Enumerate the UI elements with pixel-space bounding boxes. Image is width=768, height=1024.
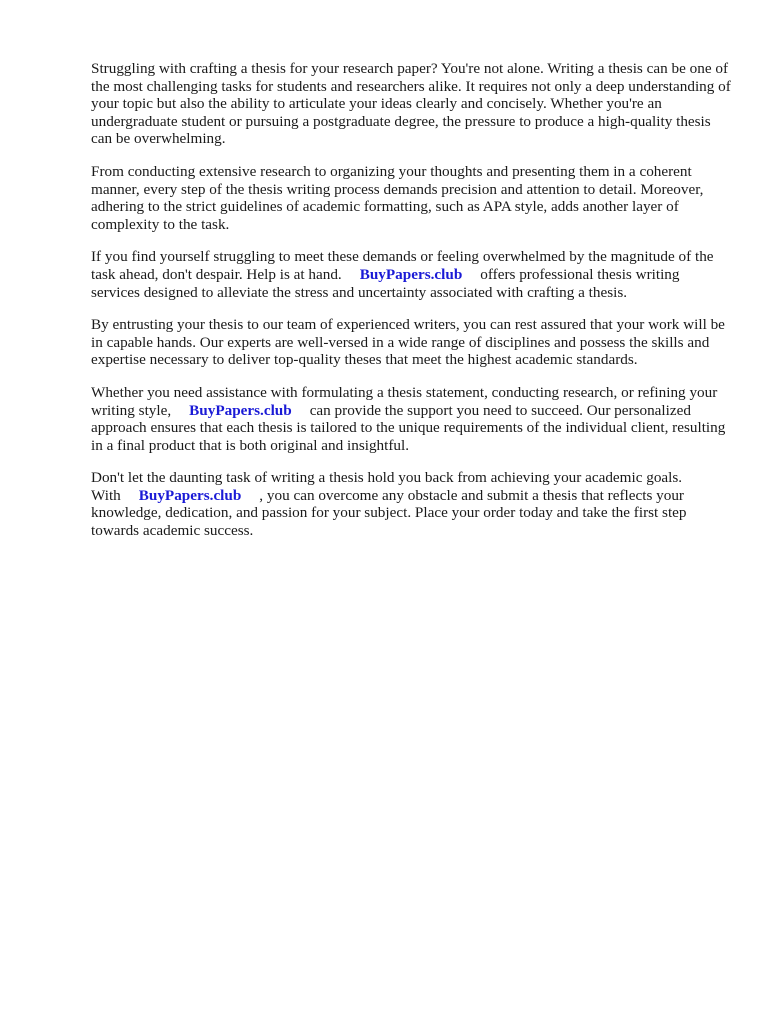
paragraph-3: [91, 248, 731, 301]
buypapers-link-1[interactable]: BuyPapers.club: [359, 265, 463, 283]
buypapers-link-3[interactable]: BuyPapers.club: [138, 486, 242, 504]
buypapers-link-2[interactable]: BuyPapers.club: [189, 401, 292, 419]
document-body: [91, 60, 731, 555]
paragraph-5-text-after: can provide the support you need to succeed. Our personalized approach ensures that each thesis is tailored to the unique requirements of the individual client, resulting in a final product that is both original and insightful.: [91, 401, 726, 454]
paragraph-3-text-after: offers professional thesis writing services designed to alleviate the stress and uncertainty associated with crafting a thesis.: [91, 265, 680, 301]
paragraph-2: From conducting extensive research to organizing your thoughts and presenting them in a coherent manner, every step of the thesis writing process demands precision and attention to detail. Moreover, adhering to the strict guidelines of academic formatting, such as APA style, adds another layer of complexity to the task.: [91, 162, 704, 233]
paragraph-5: [91, 384, 731, 454]
paragraph-1: Struggling with crafting a thesis for your research paper? You're not alone. Writing a thesis can be one of the most challenging tasks for students and researchers alike. It requires not only a deep understanding of your topic but also the ability to articulate your ideas clearly and concisely. Whether you're an undergraduate student or pursuing a postgraduate degree, the pressure to produce a high-quality thesis can be overwhelming.: [91, 60, 731, 148]
paragraph-4: By entrusting your thesis to our team of experienced writers, you can rest assured that your work will be in capable hands. Our experts are well-versed in a wide range of disciplines and possess the skills and expertise necessary to deliver top-quality theses that meet the highest academic standards.: [91, 316, 725, 369]
paragraph-5-text-before: Whether you need assistance with formulating a thesis statement, conducting research, or refining your writing style,: [91, 383, 718, 419]
paragraph-6: [91, 469, 731, 539]
paragraph-6-text-before: Don't let the daunting task of writing a thesis hold you back from achieving your academic goals. With: [91, 469, 683, 504]
paragraph-6-text-after: , you can overcome any obstacle and submit a thesis that reflects your knowledge, dedication, and passion for your subject. Place your order today and take the first step towards academic success.: [91, 486, 687, 540]
paragraph-3-text-before: If you find yourself struggling to meet these demands or feeling overwhelmed by the magnitude of the task ahead, don't despair. Help is at hand.: [91, 248, 714, 283]
